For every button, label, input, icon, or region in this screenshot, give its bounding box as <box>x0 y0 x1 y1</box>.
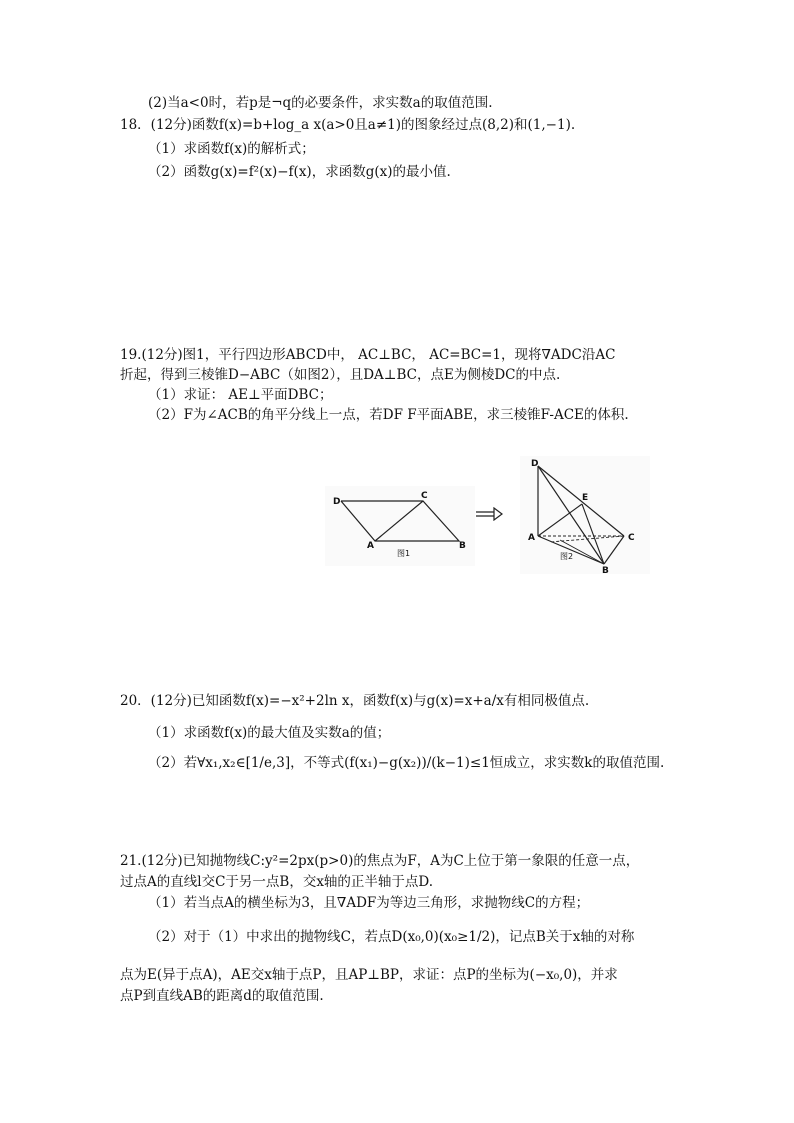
q19-stem-line1: 19.(12分)图1，平行四边形ABCD中， AC⊥BC， AC=BC=1，现将∇ADC沿AC <box>120 347 616 363</box>
q20-stem: 20．(12分)已知函数f(x)=−x²+2ln x，函数f(x)与g(x)=x+a/x有相同极值点. <box>120 693 590 709</box>
q19-part1: （1）求证： AE⊥平面DBC； <box>148 387 333 403</box>
q20-part2: （2）若∀x₁,x₂∈[1/e,3]，不等式(f(x₁)−g(x₂))/(k−1)≤1恒成立，求实数k的取值范围. <box>148 755 665 771</box>
fig2-label-e: E <box>582 493 589 503</box>
fig1-label-c: C <box>421 491 428 501</box>
fig2-label-a: A <box>528 533 535 543</box>
q17-part2: (2)当a<0时，若p是¬q的必要条件，求实数a的取值范围. <box>148 95 493 111</box>
q21-part1: （1）若当点A的横坐标为3，且∇ADF为等边三角形，求抛物线C的方程； <box>148 895 590 911</box>
fig1-label-b: B <box>459 541 466 551</box>
fig1-caption: 图1 <box>397 549 411 558</box>
q20-part1: （1）求函数f(x)的最大值及实数a的值； <box>148 725 391 741</box>
q18-stem: 18．(12分)函数f(x)=b+log_a x(a>0且a≠1)的图象经过点(8,2)和(1,−1). <box>120 117 576 133</box>
fig2-label-c: C <box>628 533 635 543</box>
figure-1-parallelogram <box>325 486 475 566</box>
q21-part2-line2: 点为E(异于点A)，AE交x轴于点P，且AP⊥BP，求证：点P的坐标为(−x₀,0)，并求 <box>120 967 618 983</box>
figure-2-pyramid <box>520 456 650 574</box>
q19-part2: （2）F为∠ACB的角平分线上一点，若DF F平面ABE，求三棱锥F-ACE的体积. <box>148 407 629 423</box>
fig2-label-d: D <box>531 459 539 469</box>
fig2-label-b: B <box>602 566 609 574</box>
arrow-icon <box>474 507 504 521</box>
q18-part1: （1）求函数f(x)的解析式； <box>148 141 315 157</box>
q19-stem-line2: 折起，得到三棱锥D−ABC（如图2），且DA⊥BC，点E为侧棱DC的中点. <box>120 367 561 383</box>
q21-part2-line3: 点P到直线AB的距离d的取值范围. <box>120 988 324 1004</box>
q21-stem-line2: 过点A的直线l交C于另一点B，交x轴的正半轴于点D. <box>120 874 434 890</box>
q21-part2-line1: （2）对于（1）中求出的抛物线C，若点D(x₀,0)(x₀≥1/2)，记点B关于x轴的对称 <box>148 929 635 945</box>
fig1-label-d: D <box>333 497 341 507</box>
q21-stem-line1: 21.(12分)已知抛物线C:y²=2px(p>0)的焦点为F，A为C上位于第一象限的任意一点， <box>120 853 640 869</box>
fig2-caption: 图2 <box>560 552 574 561</box>
fig1-label-a: A <box>367 541 374 551</box>
q18-part2: （2）函数g(x)=f²(x)−f(x)，求函数g(x)的最小值. <box>148 164 451 180</box>
